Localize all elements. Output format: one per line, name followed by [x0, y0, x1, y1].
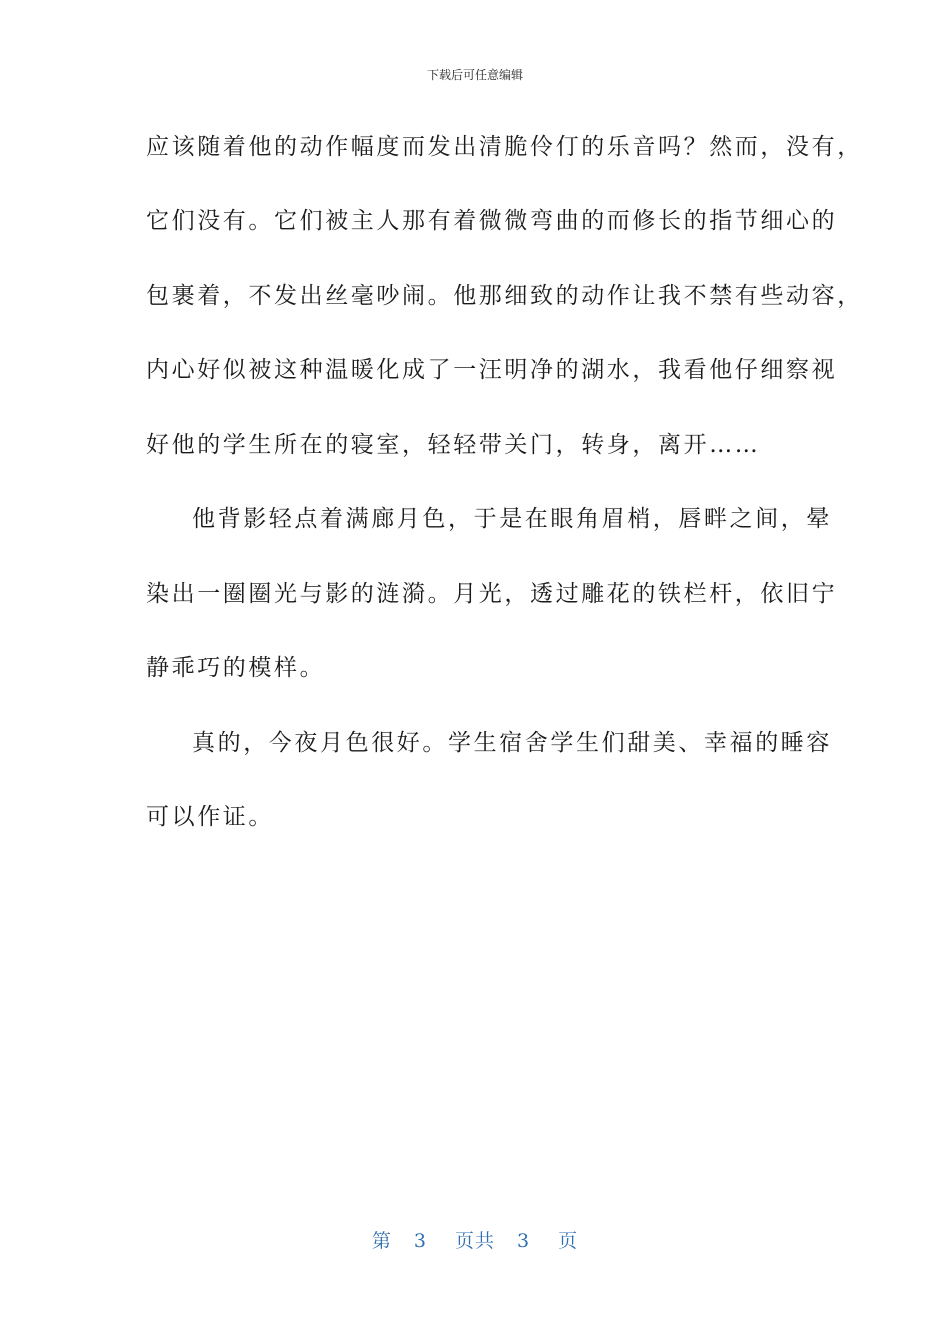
text-line: 染出一圈圈光与影的涟漪。月光，透过雕花的铁栏杆，依旧宁	[146, 581, 838, 607]
text-line: 包裹着，不发出丝毫吵闹。他那细致的动作让我不禁有些动容，	[146, 283, 863, 309]
text-line: 静乖巧的模样。	[146, 655, 326, 681]
page-suffix: 页	[558, 1230, 579, 1252]
paragraph-start-line: 真的，今夜月色很好。学生宿舍学生们甜美、幸福的睡容	[192, 730, 832, 756]
paragraph-start-line: 他背影轻点着满廊月色，于是在眼角眉梢，唇畔之间，晕	[192, 506, 832, 532]
text-line: 它们没有。它们被主人那有着微微弯曲的而修长的指节细心的	[146, 208, 838, 234]
text-line: 好他的学生所在的寝室，轻轻带关门，转身，离开……	[146, 432, 761, 458]
page-number-footer	[0, 1226, 950, 1253]
current-page-number: 3	[413, 1230, 427, 1252]
text-line: 内心好似被这种温暖化成了一汪明净的湖水，我看他仔细察视	[146, 357, 838, 383]
page-prefix: 第	[371, 1230, 392, 1252]
text-line: 可以作证。	[146, 804, 274, 830]
page-mid: 页共	[454, 1230, 495, 1252]
header-note: 下载后可任意编辑	[426, 68, 523, 82]
text-line: 应该随着他的动作幅度而发出清脆伶仃的乐音吗？然而，没有，	[146, 134, 863, 160]
total-pages-number: 3	[517, 1230, 531, 1252]
